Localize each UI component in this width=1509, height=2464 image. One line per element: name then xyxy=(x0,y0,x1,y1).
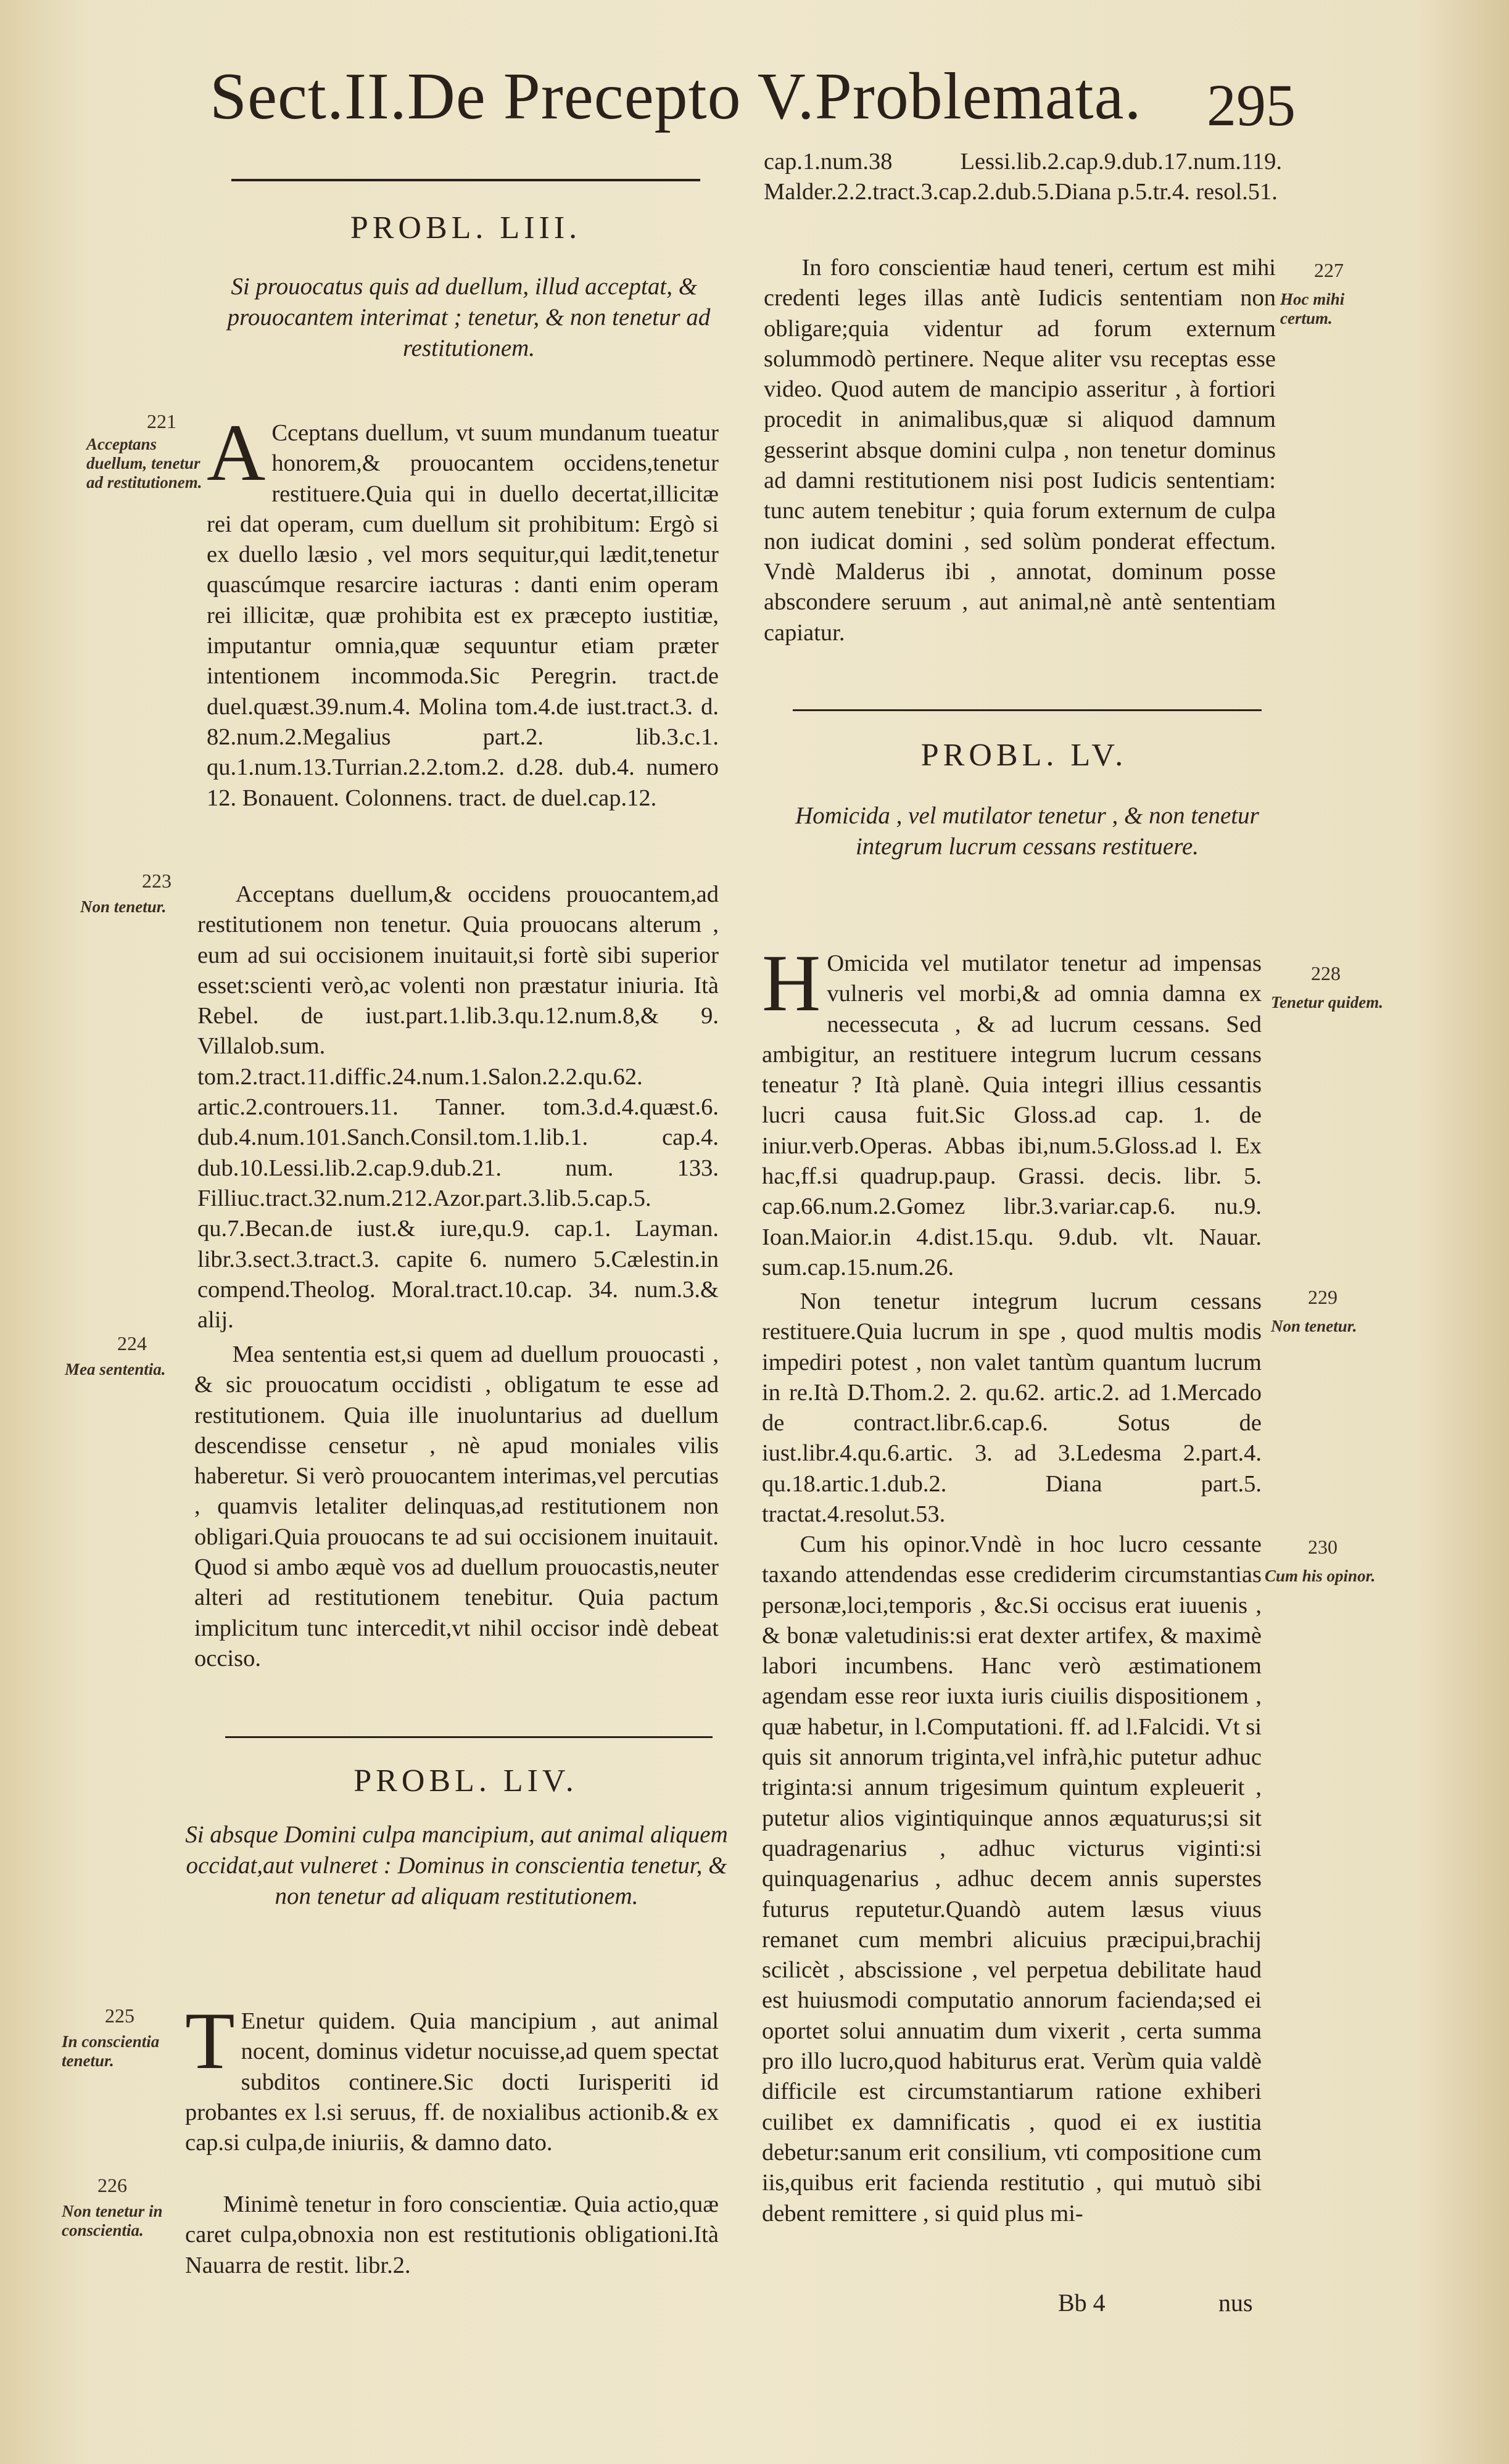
paragraph-text: Minimè tenetur in foro conscientiæ. Quia actio,quæ caret culpa,obnoxia non est restitutionis obligationi.Ità Nauarra de restit. libr.2. xyxy=(185,2191,719,2278)
drop-cap: A xyxy=(207,407,266,498)
margin-note: Mea sententia. xyxy=(65,1360,166,1378)
paragraph-number: 229 xyxy=(1308,1286,1337,1308)
margin-note: Non tenetur. xyxy=(1271,1317,1357,1335)
problem-54-subtitle: Si absque Domini culpa mancipium, aut animal aliquem occidat,aut vulneret : Dominus in conscientia tenetur, & non tenetur ad aliquam restitutionem. xyxy=(185,1821,728,1910)
margin-note: Tenetur quidem. xyxy=(1271,993,1384,1012)
signature-mark: Bb 4 xyxy=(1058,2289,1106,2317)
running-title: Sect.II.De Precepto V.Problemata. xyxy=(210,60,1142,133)
section-divider xyxy=(225,1736,713,1738)
problem-55-subtitle: Homicida , vel mutilator tenetur , & non tenetur integrum lucrum cessans restituere. xyxy=(795,802,1259,860)
paragraph-number: 223 xyxy=(142,870,172,892)
paragraph-text: Acceptans duellum,& occidens prouocantem,ad restitutionem non tenetur. Quia prouocans alterum , eum ad sui occisionem inuitauit,si fortè sibi superior esset:scienti verò,ac volenti non præstatur iniuria. Ità Rebel. de iust.part.1.lib.3.qu.12.num.8,& 9. Villalob.sum. tom.2.tract.11.diffic.24.num.1.Salon.2.2.qu.62. artic.2.controuers.11. Tanner. tom.3.d.4.quæst.6. dub.4.num.101.Sanch.Consil.tom.1.lib.1. cap.4. dub.10.Lessi.lib.2.cap.9.dub.21. num. 133. Filliuc.tract.32.num.212.Azor.part.3.lib.5.cap.5. qu.7.Becan.de iust.& iure,qu.9. cap.1. Layman. libr.3.sect.3.tract.3. capite 6. numero 5.Cælestin.in compend.Theolog. Moral.tract.10.cap. 34. num.3.& alij. xyxy=(197,881,719,1333)
paragraph-number: 228 xyxy=(1311,962,1341,984)
paragraph-text: Cum his opinor.Vndè in hoc lucro cessante taxando attendendas esse crediderim circumstantias personæ,loci,temporis , &c.Si occisus erat iuuenis , & bonæ valetudinis:si erat dexter artifex, & maximè labori incumbens. Hanc verò æstimationem agendam esse reor iuxta iuris ciuilis dispositionem , quæ habetur, in l.Computationi. ff. ad l.Falcidi. Vt si quis sit annorum triginta,vel infrà,hic putetur adhuc triginta:si annum trigesimum quintum expleuerit , putetur alios vigintiquinque annos æquaturus;si sit quadragenarius , adhuc victurus viginti:si quinquagenarius , adhuc decem annis superstes futurus reputetur.Quandò autem læsus viuus remanet cum membri alicuius præcipui,brachij scilicèt , abscissione , vel perpetua debilitate haud est huiusmodi computatio annorum facienda;sed ei oportet solui annuatim dum vixerit , certa summa pro illo lucro,quod habiturus erat. Verùm quia valdè difficile est circumstantiarum ratione exhiberi cuilibet ex damnificatis , quod ei ex iustitia debetur:sanum erit consilium, vti compositione cum iis,quibus erit facienda restitutio , qui mutuò sibi debent remittere , si quid plus mi- xyxy=(762,1531,1262,2227)
paragraph-221 xyxy=(207,407,719,814)
section-divider xyxy=(793,709,1262,711)
paragraph-number: 221 xyxy=(147,410,176,432)
problem-55-title: PROBL. LV. xyxy=(920,738,1128,773)
margin-note: In conscientia tenetur. xyxy=(62,2032,160,2070)
paragraph-text: Mea sententia est,si quem ad duellum prouocasti , & sic prouocatum occidisti , obligatum te esse ad restitutionem. Quia ille inuoluntarius ad duellum descendisse censetur , nè apud moniales vilis haberetur. Si verò prouocantem interimas,vel percutias , quamvis letaliter delinquas,ad restitutionem non obligari.Quia prouocans te ad sui occisionem inuitauit. Quod si ambo æquè vos ad duellum prouocastis,neuter alteri ad restitutionem tenebitur. Quia pactum implicitum tunc intercedit,vt nihil occisor indè debeat occiso. xyxy=(194,1341,719,1671)
paragraph-224 xyxy=(194,1340,719,1674)
margin-note: Acceptans duellum, tenetur ad restitutionem. xyxy=(86,435,202,492)
margin-note: Cum his opinor. xyxy=(1265,1567,1376,1585)
paragraph-number: 227 xyxy=(1314,259,1344,281)
paragraph-text: Cceptans duellum, vt suum mundanum tueatur honorem,& prouocantem occidens,tenetur restituere.Quia qui in duello decertat,illicitæ rei dat operam, cum duellum sit prohibitum: Ergò si ex duello læsio , vel mors sequitur,qui lædit,tenetur quascúmque resarcire iacturas : danti enim operam rei illicitæ, quæ prohibita est ex præcepto iustitiæ, imputantur omnia,quæ sequuntur etiam præter intentionem incommoda.Sic Peregrin. tract.de duel.quæst.39.num.4. Molina tom.4.de iust.tract.3. d. 82.num.2.Megalius part.2. lib.3.c.1. qu.1.num.13.Turrian.2.2.tom.2. d.28. dub.4. numero 12. Bonauent. Colonnens. tract. de duel.cap.12. xyxy=(207,420,719,811)
paragraph-225 xyxy=(185,1995,719,2158)
paragraph-number: 224 xyxy=(117,1332,147,1354)
page-number: 295 xyxy=(1207,72,1296,138)
paragraph-text: Omicida vel mutilator tenetur ad impensas vulneris vel morbi,& ad omnia damna ex necessecuta , & ad lucrum cessans. Sed ambigitur, an restituere integrum lucrum cessans teneatur ? Ità planè. Quia integri illius cessantis lucri causa fuit.Sic Gloss.ad cap. 1. de iniur.verb.Operas. Abbas ibi,num.5.Gloss.ad l. Ex hac,ff.si quadrup.paup. Grassi. decis. libr. 5. cap.66.num.2.Gomez libr.3.variar.cap.6. nu.9. Ioan.Maior.in 4.dist.15.qu. 9.dub. vlt. Nauar. sum.cap.15.num.26. xyxy=(762,950,1262,1280)
continuation-text xyxy=(764,147,1282,208)
drop-cap: H xyxy=(762,937,821,1028)
paragraph-229 xyxy=(762,1287,1262,1530)
paragraph-number: 230 xyxy=(1308,1536,1337,1558)
paragraph-228 xyxy=(762,937,1262,1283)
paragraph-226 xyxy=(185,2190,719,2281)
paragraph-text: Enetur quidem. Quia mancipium , aut animal nocent, dominus videtur nocuisse,ad quem spectat subditos continere.Sic docti Iurisperiti id probantes ex l.si seruus, ff. de noxialibus actionib.& ex cap.si culpa,de iniuriis, & damno dato. xyxy=(185,2008,719,2156)
left-header-rule xyxy=(231,179,700,181)
paragraph-223 xyxy=(197,880,719,1335)
catchword: nus xyxy=(1218,2289,1253,2317)
paragraph-text: cap.1.num.38 Lessi.lib.2.cap.9.dub.17.num.119. Malder.2.2.tract.3.cap.2.dub.5.Diana p.5.tr.4. resol.51. xyxy=(764,149,1282,205)
paragraph-number: 226 xyxy=(97,2174,127,2196)
problem-54-title: PROBL. LIV. xyxy=(353,1763,578,1799)
problem-53-subtitle: Si prouocatus quis ad duellum, illud acceptat, & prouocantem interimat ; tenetur, & non tenetur ad restitutionem. xyxy=(227,273,711,361)
paragraph-230 xyxy=(762,1530,1262,2229)
paragraph-227 xyxy=(764,253,1276,648)
paragraph-number: 225 xyxy=(105,2005,134,2027)
margin-note: Non tenetur in conscientia. xyxy=(62,2202,163,2239)
paragraph-text: In foro conscientiæ haud teneri, certum est mihi credenti leges illas antè Iudicis sententiam non obligare;quia videntur ad forum externum solummodò pertinere. Neque aliter vsu receptas esse video. Quod autem de mancipio asseritur , à fortiori procedit in animalibus,quæ si aliquod damnum gesserint absque domini culpa , non tenetur dominus ad damni restitutionem nisi post Iudicis sententiam: tunc autem tenebitur ; quia forum externum de culpa non iudicat domini , sed solùm ponderat effectum. Vndè Malderus ibi , annotat, dominum posse abscondere seruum , aut animal,nè antè sententiam capiatur. xyxy=(764,255,1276,646)
paragraph-text: Non tenetur integrum lucrum cessans restituere.Quia lucrum in spe , quod multis modis impediri potest , non valet tantùm quantum lucrum in re.Ità D.Thom.2. 2. qu.62. artic.2. ad 1.Mercado de contract.libr.6.cap.6. Sotus de iust.libr.4.qu.6.artic. 3. ad 3.Ledesma 2.part.4. qu.18.artic.1.dub.2. Diana part.5. tractat.4.resolut.53. xyxy=(762,1288,1262,1528)
drop-cap: T xyxy=(185,1995,235,2086)
margin-note: Hoc mihi certum. xyxy=(1280,290,1345,328)
margin-note: Non tenetur. xyxy=(80,897,167,916)
problem-53-title: PROBL. LIII. xyxy=(350,210,582,245)
running-header xyxy=(210,59,1296,145)
